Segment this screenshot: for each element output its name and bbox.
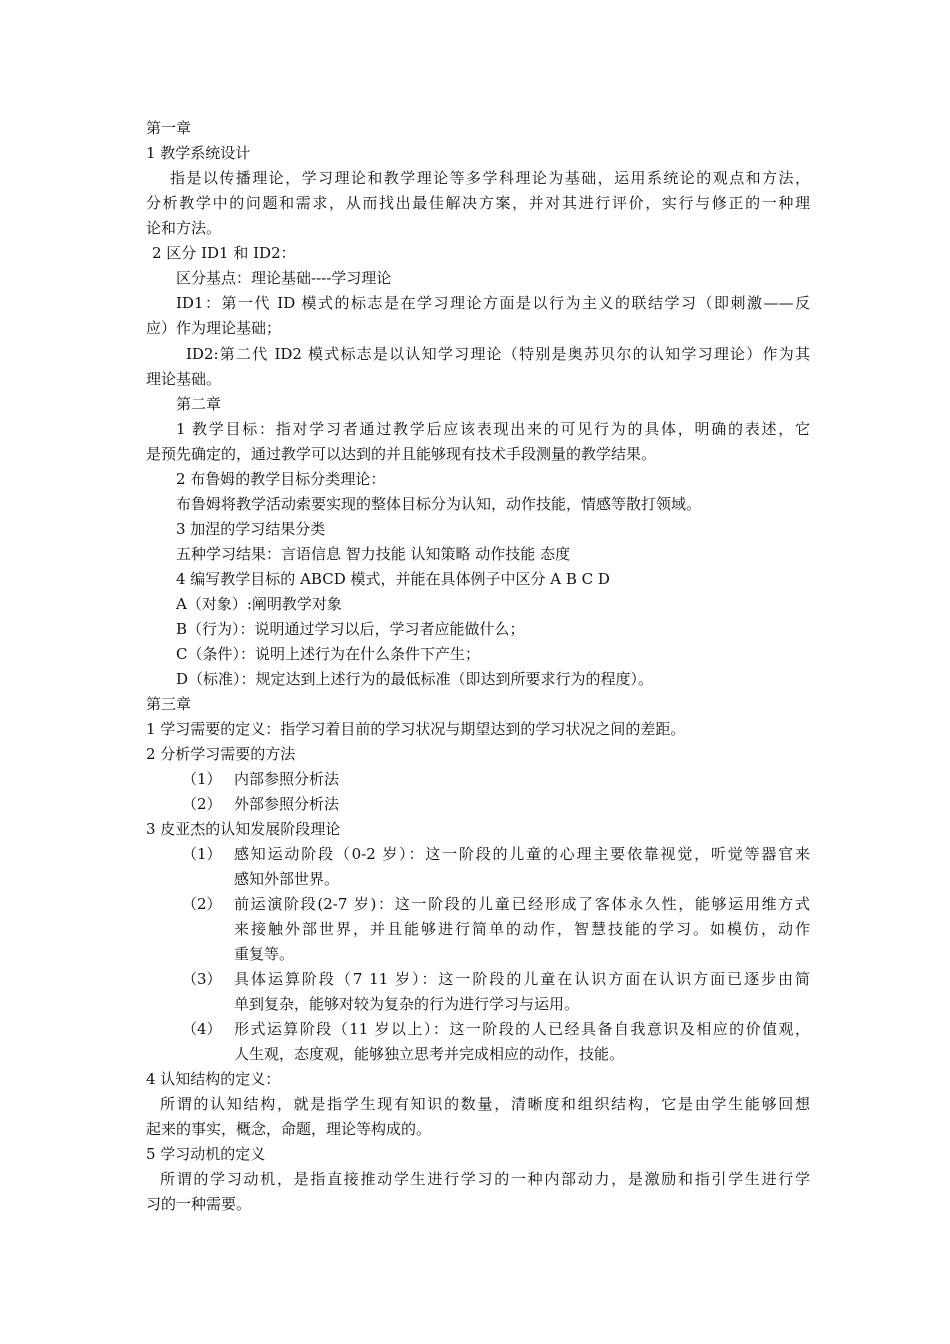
paragraph-line: 区分基点：理论基础----学习理论: [176, 269, 392, 287]
paragraph-line: 所谓的学习动机，是指直接推动学生进行学习的一种内部动力，是激励和指引学生进行学: [160, 1170, 810, 1188]
section-heading: 2 布鲁姆的教学目标分类理论：: [176, 470, 386, 488]
paragraph-line: 是预先确定的，通过教学可以达到的并且能够现有技术手段测量的教学结果。: [146, 445, 657, 463]
paragraph-line: 分析教学中的问题和需求，从而找出最佳解决方案，并对其进行评价，实行与修正的一种理: [146, 194, 810, 212]
paragraph-line: 习的一种需要。: [146, 1195, 252, 1213]
section-heading: 1 学习需要的定义：指学习着目前的学习状况与期望达到的学习状况之间的差距。: [146, 720, 686, 738]
paragraph-line: 所谓的认知结构，就是指学生现有知识的数量，清晰度和组织结构，它是由学生能够回想: [160, 1095, 810, 1113]
list-text: 单到复杂，能够对较为复杂的行为进行学习与运用。: [234, 995, 580, 1013]
list-item: B（行为）：说明通过学习以后，学习者应能做什么；: [176, 620, 525, 638]
section-heading: 5 学习动机的定义: [146, 1145, 266, 1163]
list-text: 人生观，态度观，能够独立思考并完成相应的动作，技能。: [234, 1045, 625, 1063]
list-number: （1）: [182, 845, 222, 863]
paragraph-line: 五种学习结果：言语信息 智力技能 认知策略 动作技能 态度: [176, 545, 571, 563]
section-heading: 3 皮亚杰的认知发展阶段理论: [146, 820, 341, 838]
section-heading: 3 加涅的学习结果分类: [176, 520, 326, 538]
section-heading: 2 区分 ID1 和 ID2：: [152, 244, 296, 262]
paragraph-line: 应）作为理论基础；: [146, 319, 282, 337]
list-text: 感知外部世界。: [234, 870, 340, 888]
paragraph-line: 理论基础。: [146, 370, 222, 388]
paragraph-line: 1 教学目标：指对学习者通过教学后应该表现出来的可见行为的具体，明确的表述，它: [176, 420, 810, 438]
paragraph-line: 布鲁姆将教学活动索要实现的整体目标分为认知，动作技能，情感等散打领域。: [176, 495, 702, 513]
list-item: A（对象）:阐明教学对象: [176, 595, 342, 613]
paragraph-line: 指是以传播理论，学习理论和教学理论等多学科理论为基础，运用系统论的观点和方法，: [170, 169, 810, 187]
list-text: 重复等。: [234, 945, 295, 963]
list-item: [182, 792, 810, 817]
list-text: 感知运动阶段（0-2 岁）：这一阶段的儿童的心理主要依靠视觉，听觉等器官来: [234, 845, 810, 863]
list-number: （3）: [182, 970, 222, 988]
paragraph-line: ID2:第二代 ID2 模式标志是以认知学习理论（特别是奥苏贝尔的认知学习理论）作为其: [186, 345, 810, 363]
list-item: D（标准）：规定达到上述行为的最低标准（即达到所要求行为的程度）。: [176, 670, 654, 688]
list-item: [182, 767, 810, 792]
section-heading: 2 分析学习需要的方法: [146, 745, 296, 763]
list-item: C（条件）：说明上述行为在什么条件下产生；: [176, 645, 480, 663]
section-heading: 4 编写教学目标的 ABCD 模式，并能在具体例子中区分 A B C D: [176, 570, 610, 588]
list-number: （2）: [182, 895, 222, 913]
paragraph-line: 论和方法。: [146, 219, 222, 237]
list-text: 内部参照分析法: [234, 770, 340, 788]
paragraph-line: ID1：第一代 ID 模式的标志是在学习理论方面是以行为主义的联结学习（即刺激——反: [176, 294, 810, 312]
list-text: 前运演阶段(2-7 岁)：这一阶段的儿童已经形成了客体永久性，能够运用维方式: [234, 895, 810, 913]
section-heading: 1 教学系统设计: [146, 144, 251, 162]
list-number: （4）: [182, 1020, 222, 1038]
list-text: 形式运算阶段（11 岁以上）：这一阶段的人已经具备自我意识及相应的价值观，: [234, 1020, 810, 1038]
list-text: 外部参照分析法: [234, 795, 340, 813]
chapter-3-title: 第三章: [146, 695, 192, 713]
chapter-1-title: 第一章: [146, 119, 192, 137]
list-text: 具体运算阶段（7 11 岁）：这一阶段的儿童在认识方面在认识方面已逐步由简: [234, 970, 810, 988]
list-text: 来接触外部世界，并且能够进行简单的动作，智慧技能的学习。如模仿，动作: [234, 920, 810, 938]
paragraph-line: 起来的事实，概念，命题，理论等构成的。: [146, 1120, 432, 1138]
list-number: （2）: [182, 795, 222, 813]
section-heading: 4 认知结构的定义：: [146, 1070, 281, 1088]
chapter-2-title: 第二章: [176, 395, 222, 413]
list-number: （1）: [182, 770, 222, 788]
